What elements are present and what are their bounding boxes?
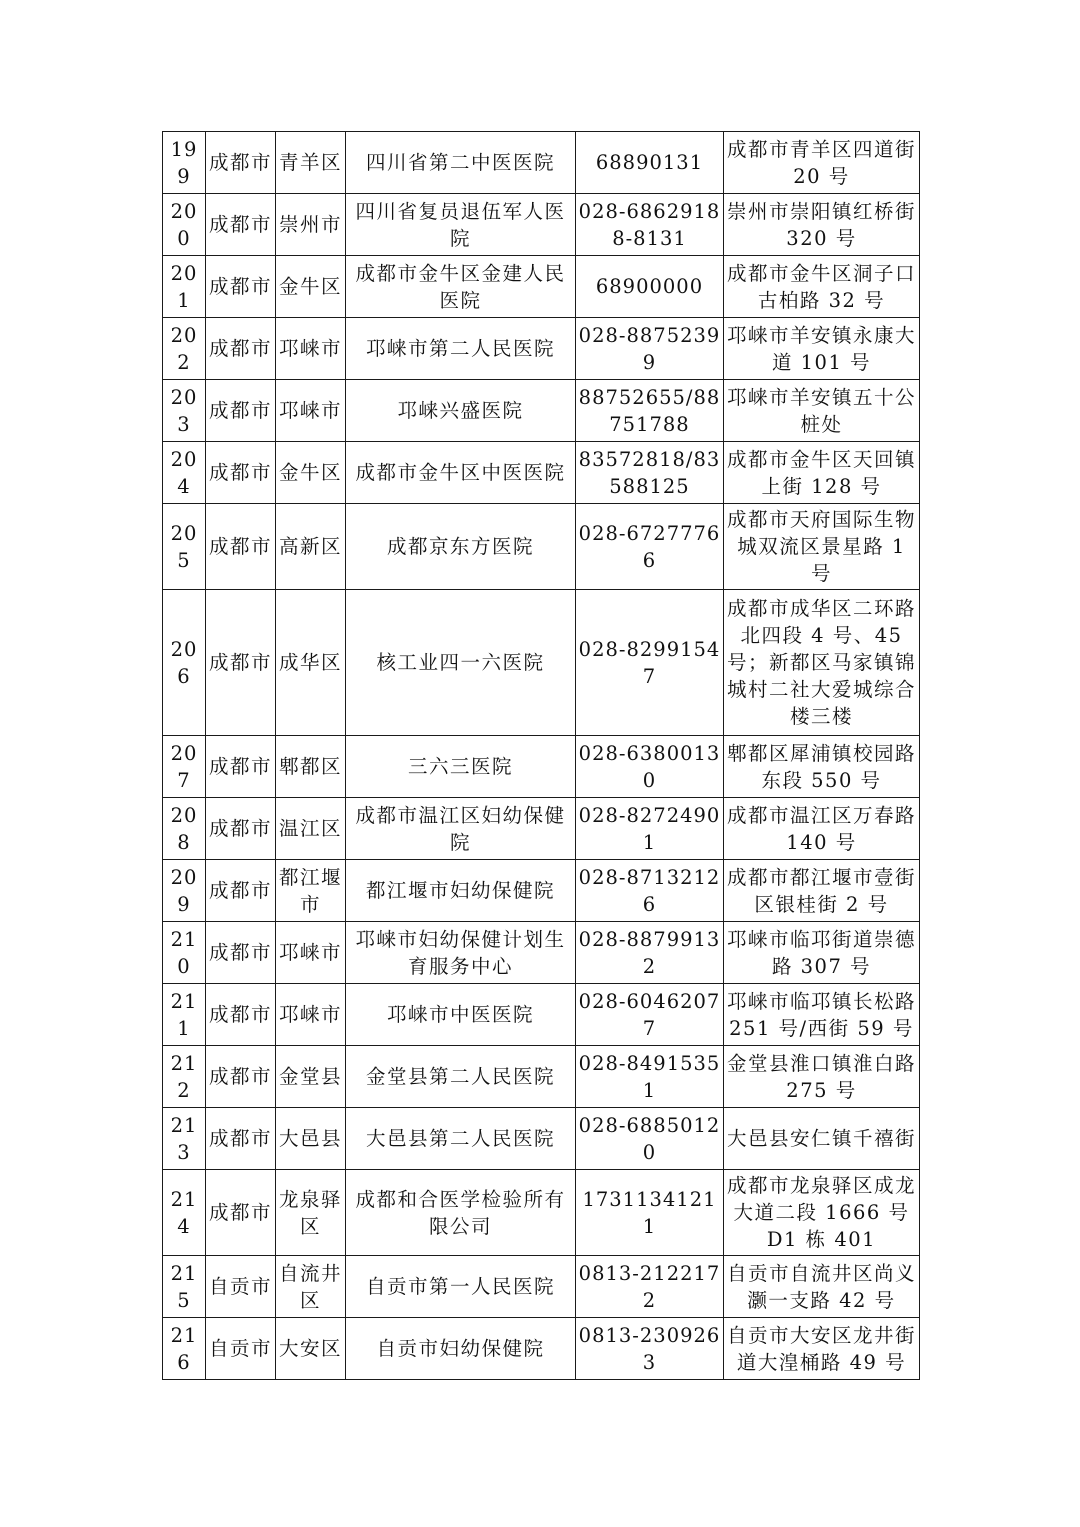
address-cell: 自贡市大安区龙井街道大湟桶路 49 号 <box>724 1318 920 1380</box>
hospital-table <box>162 131 920 1380</box>
row-number: 200 <box>163 194 206 256</box>
phone-cell: 0813-2309263 <box>576 1318 724 1380</box>
city-cell: 成都市 <box>206 318 276 380</box>
district-cell: 大邑县 <box>276 1108 346 1170</box>
phone-cell: 028-68850120 <box>576 1108 724 1170</box>
district-cell: 金堂县 <box>276 1046 346 1108</box>
city-cell: 成都市 <box>206 442 276 504</box>
table-row <box>163 736 920 798</box>
city-cell: 自贡市 <box>206 1256 276 1318</box>
district-cell: 青羊区 <box>276 132 346 194</box>
row-number: 214 <box>163 1170 206 1256</box>
city-cell: 成都市 <box>206 256 276 318</box>
table-row <box>163 380 920 442</box>
table-row <box>163 798 920 860</box>
city-cell: 成都市 <box>206 194 276 256</box>
address-cell: 邛崃市临邛镇长松路 251 号/西街 59 号 <box>724 984 920 1046</box>
city-cell: 成都市 <box>206 590 276 736</box>
district-cell: 温江区 <box>276 798 346 860</box>
row-number: 216 <box>163 1318 206 1380</box>
hospital-name-cell: 邛崃兴盛医院 <box>346 380 576 442</box>
district-cell: 都江堰市 <box>276 860 346 922</box>
city-cell: 成都市 <box>206 504 276 590</box>
table-row <box>163 984 920 1046</box>
hospital-name-cell: 大邑县第二人民医院 <box>346 1108 576 1170</box>
table-row <box>163 256 920 318</box>
table-row <box>163 504 920 590</box>
district-cell: 崇州市 <box>276 194 346 256</box>
city-cell: 自贡市 <box>206 1318 276 1380</box>
table-row <box>163 922 920 984</box>
hospital-name-cell: 成都市温江区妇幼保健院 <box>346 798 576 860</box>
table-row <box>163 318 920 380</box>
hospital-name-cell: 三六三医院 <box>346 736 576 798</box>
hospital-name-cell: 邛崃市妇幼保健计划生育服务中心 <box>346 922 576 984</box>
row-number: 208 <box>163 798 206 860</box>
district-cell: 自流井区 <box>276 1256 346 1318</box>
district-cell: 邛崃市 <box>276 318 346 380</box>
phone-cell: 028-88799132 <box>576 922 724 984</box>
address-cell: 成都市成华区二环路北四段 4 号、45 号；新都区马家镇锦城村二社大爱城综合楼三楼 <box>724 590 920 736</box>
hospital-name-cell: 都江堰市妇幼保健院 <box>346 860 576 922</box>
row-number: 199 <box>163 132 206 194</box>
city-cell: 成都市 <box>206 922 276 984</box>
address-cell: 成都市金牛区洞子口古柏路 32 号 <box>724 256 920 318</box>
district-cell: 成华区 <box>276 590 346 736</box>
address-cell: 郫都区犀浦镇校园路东段 550 号 <box>724 736 920 798</box>
phone-cell: 68890131 <box>576 132 724 194</box>
row-number: 215 <box>163 1256 206 1318</box>
phone-cell: 028-88752399 <box>576 318 724 380</box>
row-number: 205 <box>163 504 206 590</box>
hospital-name-cell: 四川省复员退伍军人医院 <box>346 194 576 256</box>
address-cell: 金堂县淮口镇淮白路 275 号 <box>724 1046 920 1108</box>
address-cell: 大邑县安仁镇千禧街 <box>724 1108 920 1170</box>
row-number: 204 <box>163 442 206 504</box>
phone-cell: 028-82991547 <box>576 590 724 736</box>
address-cell: 邛崃市羊安镇永康大道 101 号 <box>724 318 920 380</box>
address-cell: 成都市温江区万春路 140 号 <box>724 798 920 860</box>
address-cell: 邛崃市羊安镇五十公桩处 <box>724 380 920 442</box>
table-row <box>163 194 920 256</box>
address-cell: 成都市金牛区天回镇上街 128 号 <box>724 442 920 504</box>
hospital-name-cell: 成都市金牛区金建人民医院 <box>346 256 576 318</box>
district-cell: 金牛区 <box>276 442 346 504</box>
district-cell: 龙泉驿区 <box>276 1170 346 1256</box>
address-cell: 邛崃市临邛街道崇德路 307 号 <box>724 922 920 984</box>
table-row <box>163 1108 920 1170</box>
phone-cell: 83572818/83588125 <box>576 442 724 504</box>
city-cell: 成都市 <box>206 1170 276 1256</box>
phone-cell: 88752655/88751788 <box>576 380 724 442</box>
city-cell: 成都市 <box>206 798 276 860</box>
district-cell: 高新区 <box>276 504 346 590</box>
address-cell: 成都市龙泉驿区成龙大道二段 1666 号 D1 栋 401 <box>724 1170 920 1256</box>
row-number: 203 <box>163 380 206 442</box>
hospital-name-cell: 邛崃市第二人民医院 <box>346 318 576 380</box>
city-cell: 成都市 <box>206 860 276 922</box>
hospital-name-cell: 四川省第二中医医院 <box>346 132 576 194</box>
city-cell: 成都市 <box>206 1108 276 1170</box>
hospital-name-cell: 自贡市第一人民医院 <box>346 1256 576 1318</box>
phone-cell: 028-82724901 <box>576 798 724 860</box>
phone-cell: 028-87132126 <box>576 860 724 922</box>
phone-cell: 68900000 <box>576 256 724 318</box>
row-number: 210 <box>163 922 206 984</box>
hospital-name-cell: 核工业四一六医院 <box>346 590 576 736</box>
row-number: 213 <box>163 1108 206 1170</box>
hospital-name-cell: 自贡市妇幼保健院 <box>346 1318 576 1380</box>
phone-cell: 028-60462077 <box>576 984 724 1046</box>
city-cell: 成都市 <box>206 380 276 442</box>
table-row <box>163 1046 920 1108</box>
table-row <box>163 1170 920 1256</box>
address-cell: 成都市都江堰市壹街区银桂街 2 号 <box>724 860 920 922</box>
table-row <box>163 860 920 922</box>
table-row <box>163 1318 920 1380</box>
address-cell: 崇州市崇阳镇红桥街 320 号 <box>724 194 920 256</box>
address-cell: 成都市天府国际生物城双流区景星路 1 号 <box>724 504 920 590</box>
row-number: 207 <box>163 736 206 798</box>
city-cell: 成都市 <box>206 984 276 1046</box>
city-cell: 成都市 <box>206 132 276 194</box>
hospital-name-cell: 成都京东方医院 <box>346 504 576 590</box>
district-cell: 邛崃市 <box>276 984 346 1046</box>
city-cell: 成都市 <box>206 1046 276 1108</box>
district-cell: 邛崃市 <box>276 922 346 984</box>
row-number: 211 <box>163 984 206 1046</box>
table-row <box>163 442 920 504</box>
district-cell: 郫都区 <box>276 736 346 798</box>
table-row <box>163 1256 920 1318</box>
row-number: 206 <box>163 590 206 736</box>
table-row <box>163 132 920 194</box>
phone-cell: 028-63800130 <box>576 736 724 798</box>
district-cell: 金牛区 <box>276 256 346 318</box>
row-number: 209 <box>163 860 206 922</box>
address-cell: 成都市青羊区四道街 20 号 <box>724 132 920 194</box>
row-number: 202 <box>163 318 206 380</box>
hospital-name-cell: 成都和合医学检验所有限公司 <box>346 1170 576 1256</box>
phone-cell: 028-84915351 <box>576 1046 724 1108</box>
row-number: 212 <box>163 1046 206 1108</box>
hospital-name-cell: 金堂县第二人民医院 <box>346 1046 576 1108</box>
city-cell: 成都市 <box>206 736 276 798</box>
phone-cell: 0813-2122172 <box>576 1256 724 1318</box>
address-cell: 自贡市自流井区尚义灏一支路 42 号 <box>724 1256 920 1318</box>
hospital-name-cell: 成都市金牛区中医医院 <box>346 442 576 504</box>
hospital-name-cell: 邛崃市中医医院 <box>346 984 576 1046</box>
district-cell: 邛崃市 <box>276 380 346 442</box>
district-cell: 大安区 <box>276 1318 346 1380</box>
phone-cell: 028-67277766 <box>576 504 724 590</box>
phone-cell: 17311341211 <box>576 1170 724 1256</box>
row-number: 201 <box>163 256 206 318</box>
phone-cell: 028-68629188-8131 <box>576 194 724 256</box>
table-row <box>163 590 920 736</box>
